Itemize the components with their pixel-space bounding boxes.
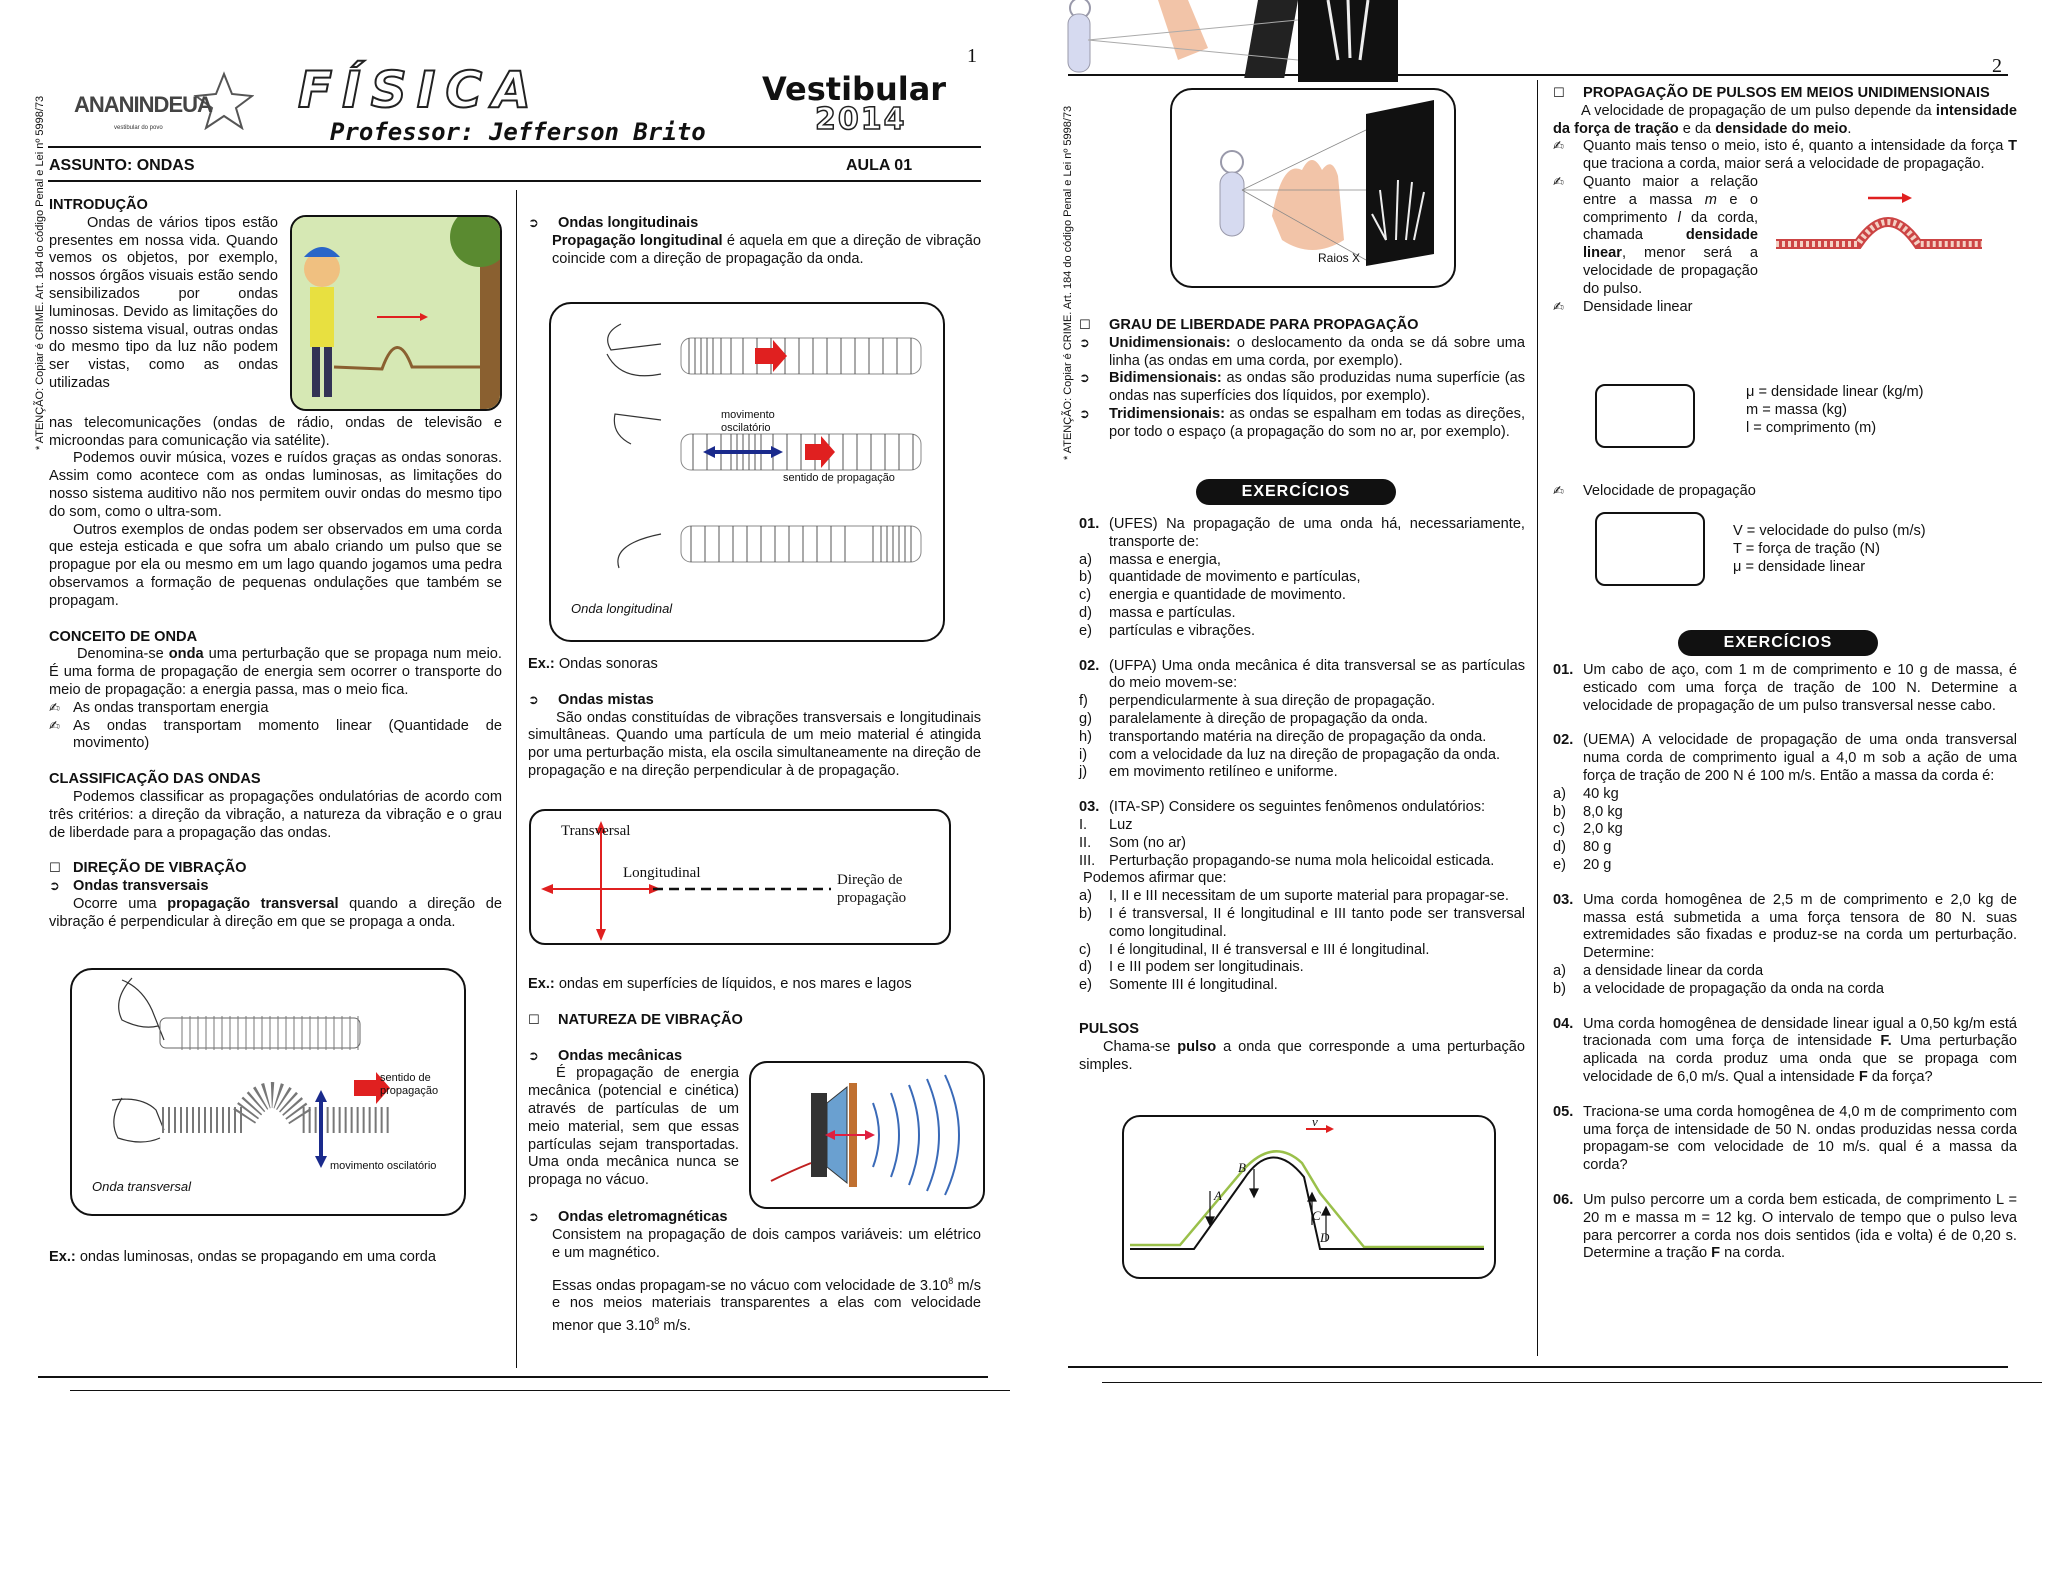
vestibular-label: Vestibular bbox=[762, 70, 947, 108]
propagacao-paragraph: A velocidade de propagação de um pulso depende da intensidade da força de tração e da densidade do meio. bbox=[1553, 102, 2017, 137]
intro-paragraph-1b: nas telecomunicações (ondas de rádio, ondas de televisão e microondas para comunicação via satélite). bbox=[49, 414, 502, 449]
question-3-afirmar: Podemos afirmar que: bbox=[1083, 870, 1227, 887]
eletro-paragraph: Consistem na propagação de dois campos variáveis: um elétrico e um magnético. bbox=[552, 1227, 981, 1261]
column-divider bbox=[1537, 80, 1538, 1356]
speaker-sound-waves-icon bbox=[751, 1063, 983, 1207]
intro-paragraph-2: Podemos ouvir música, vozes e ruídos graças as ondas sonoras. Assim como acontece com as ondas luminosas, as limitações do nosso sistema auditivo não nos permitem ouvir ondas do mesmo tipo do som, como o ultra-som. bbox=[49, 450, 502, 520]
legend-line: μ = densidade linear bbox=[1733, 558, 1866, 575]
fig-mix-direcao: Direção de propagação bbox=[837, 872, 907, 906]
longitudinais-title: ➲ Ondas longitudinais bbox=[528, 215, 699, 231]
conceito-paragraph: Denomina-se onda uma perturbação que se propaga num meio. É uma forma de propagação de energia sem ocorrer o transporte do meio de propagação: a energia passa, mas o meio fica. bbox=[49, 646, 502, 698]
figure-longitudinal-wave bbox=[549, 302, 945, 642]
option: b) 8,0 kg bbox=[1553, 803, 1623, 820]
option: e) partículas e vibrações. bbox=[1079, 622, 1256, 639]
grau-item: ➲ Tridimensionais: as ondas se espalham em todas as direções, por todo o espaço (a propagação do som no ar, por exemplo). bbox=[1079, 405, 1525, 440]
assunto: ASSUNTO: ONDAS bbox=[49, 157, 195, 174]
figure-pulse bbox=[1122, 1115, 1496, 1279]
option: c) energia e quantidade de movimento. bbox=[1079, 587, 1346, 604]
fig-mix-longitudinal: Longitudinal bbox=[623, 865, 701, 881]
option: h) transportando matéria na direção de propagação da onda. bbox=[1079, 728, 1487, 745]
pulse-label-b: B bbox=[1238, 1160, 1246, 1175]
eletro-paragraph-2: Essas ondas propagam-se no vácuo com velocidade de 3.10$^8$ m/s e nos meios materiais transparentes a elas com velocidade menor que 3.10$^8$ m/s. bbox=[552, 1275, 981, 1335]
option: b) a velocidade de propagação da onda na corda bbox=[1553, 980, 1885, 997]
fig-transv-caption: Onda transversal bbox=[92, 1179, 191, 1194]
figure-mixed-wave bbox=[529, 809, 951, 945]
option: a) massa e energia, bbox=[1079, 551, 1221, 568]
intro-title: INTRODUÇÃO bbox=[49, 197, 148, 213]
example-1: Ex.: ondas luminosas, ondas se propagando em uma corda bbox=[49, 1249, 436, 1265]
exercise-6: 06. Um pulso percorre um a corda bem esticada, de comprimento L = 20 m e massa m = 12 kg. O intervalo de tempo que o pulso leva para percorrer a corda nos dois sentidos (ida e volta) é de 0,20 s. Determine a tração F na corda. bbox=[1553, 1191, 2017, 1262]
option: b) quantidade de movimento e partículas, bbox=[1079, 569, 1361, 586]
propagacao-item: ✍ Quanto maior a relação entre a massa m e o comprimento l da corda, chamada densidade linear, menor será a velocidade de propagação do pulso. bbox=[1553, 173, 1759, 297]
formula-box-densidade bbox=[1595, 384, 1695, 448]
pulse-label-c: C bbox=[1312, 1208, 1321, 1223]
rope-pulse-icon bbox=[1768, 174, 1988, 264]
exercicios-banner: EXERCÍCIOS bbox=[1196, 479, 1396, 505]
legend-line: l = comprimento (m) bbox=[1746, 419, 1877, 436]
exercise-3: 03. Uma corda homogênea de 2,5 m de comprimento e 2,0 kg de massa está submetida a uma força tensora de 80 N. suas extremidades são fixadas e produz-se na corda um perturbação. Determine: bbox=[1553, 891, 2017, 962]
pulse-label-d: D bbox=[1320, 1230, 1330, 1245]
grau-item: ➲ Unidimensionais: o deslocamento da onda se dá sobre uma linha (as ondas em uma corda, por exemplo). bbox=[1079, 334, 1525, 369]
page-2 bbox=[1038, 0, 2048, 1582]
transversais-title: ➲ Ondas transversais bbox=[49, 878, 209, 895]
column-4 bbox=[1553, 85, 2017, 316]
figure-xray bbox=[1170, 88, 1456, 288]
exercise-list-2 bbox=[1553, 662, 2017, 1263]
professor: Professor: Jefferson Brito bbox=[330, 118, 706, 146]
question-2: 02. (UFPA) Uma onda mecânica é dita transversal se as partículas do meio movem-se: bbox=[1079, 657, 1525, 692]
xray-label: Raios X bbox=[1318, 251, 1361, 265]
fig-long-label-propagation: sentido de propagação bbox=[783, 472, 895, 484]
figure-speaker bbox=[749, 1061, 985, 1209]
option: i) com a velocidade da luz na direção de propagação da onda. bbox=[1079, 746, 1501, 763]
page-title: FÍSICA bbox=[298, 61, 541, 119]
velocidade-title: ✍ Velocidade de propagação bbox=[1553, 483, 1756, 499]
footer-rule-1 bbox=[1068, 1366, 2008, 1368]
longitudinais-paragraph: Propagação longitudinal é aquela em que a direção de vibração coincide com a direção de propagação da onda. bbox=[552, 232, 982, 267]
option: c) I é longitudinal, II é transversal e III é longitudinal. bbox=[1079, 941, 1430, 958]
pulse-label-a: A bbox=[1214, 1188, 1222, 1203]
option: d) massa e partículas. bbox=[1079, 604, 1236, 621]
legend-line: V = velocidade do pulso (m/s) bbox=[1733, 523, 1926, 539]
propagacao-item: ✍ Quanto mais tenso o meio, isto é, quanto a intensidade da força T que traciona a corda, maior será a velocidade de propagação. bbox=[1553, 138, 2017, 173]
example-2: Ex.: Ondas sonoras bbox=[528, 656, 658, 672]
option: g) paralelamente à direção de propagação da onda. bbox=[1079, 710, 1428, 727]
subheader-rule bbox=[48, 180, 981, 182]
grau-title: ☐ GRAU DE LIBERDADE PARA PROPAGAÇÃO bbox=[1079, 317, 1419, 333]
conceito-item: ✍ As ondas transportam energia bbox=[49, 699, 269, 716]
exercise-5: 05. Traciona-se uma corda homogênea de 4,0 m de comprimento com uma força de intensidade de 50 N. ondas produzidas nessa corda propagam-se com velocidade de 10 m/s. qual é a massa da corda? bbox=[1553, 1103, 2017, 1174]
logo-subtext: vestibular do povo bbox=[114, 125, 163, 131]
mecanicas-paragraph: É propagação de energia mecânica (potencial e cinética) através de partículas de um meio material, sem que essas partículas sejam transportadas. Uma onda mecânica nunca se propaga no vácuo. bbox=[528, 1065, 739, 1189]
fig-transv-label-oscillation: movimento oscilatório bbox=[330, 1160, 437, 1172]
fig-mix-transversal: Transversal bbox=[561, 823, 631, 839]
option: a) I, II e III necessitam de um suporte material para propagar-se. bbox=[1079, 888, 1509, 905]
example-3: Ex.: ondas em superfícies de líquidos, e nos mares e lagos bbox=[528, 976, 912, 992]
mistas-title: ➲ Ondas mistas bbox=[528, 691, 654, 708]
xray-hand-top-icon bbox=[1058, 0, 1418, 82]
natureza-title: ☐ NATUREZA DE VIBRAÇÃO bbox=[528, 1011, 743, 1028]
column-2-lower bbox=[528, 656, 981, 781]
option: d) 80 g bbox=[1553, 839, 1612, 856]
intro-paragraph-3: Outros exemplos de ondas podem ser observados em uma corda que esteja esticada e que sofra um abalo criando um pulso que se propague por ela ou mesmo em um lago quando jogamos uma pedra observamos a formação de pequenas ondulações que também se propagam. bbox=[49, 521, 502, 609]
year-label: 2014 bbox=[815, 102, 907, 137]
fig-long-caption: Onda longitudinal bbox=[571, 601, 673, 616]
figure-rope-pulse bbox=[1768, 174, 1988, 264]
transversais-paragraph: Ocorre uma propagação transversal quando a direção de vibração é perpendicular à direção em que se propaga a onda. bbox=[49, 895, 502, 930]
densidade-title: ✍ Densidade linear bbox=[1553, 298, 1693, 315]
option: j) em movimento retilíneo e uniforme. bbox=[1079, 764, 1338, 781]
side-note: * ATENÇÃO: Copiar é CRIME. Art. 184 do código Penal e Lei nº 5998/73 bbox=[34, 95, 46, 450]
pulsos-title: PULSOS bbox=[1079, 1020, 1140, 1037]
legend-line: m = massa (kg) bbox=[1746, 401, 1847, 418]
side-note: * ATENÇÃO: Copiar é CRIME. Art. 184 do código Penal e Lei nº 5998/73 bbox=[1062, 105, 1074, 460]
exercise-2: 02. (UEMA) A velocidade de propagação de uma onda transversal numa corda de comprimento igual a 4,0 m sob a ação de uma força de tração de 200 N é 100 m/s. Então a massa da corda é: bbox=[1553, 732, 2017, 784]
fig-transv-label-propagation: sentido de propagação bbox=[380, 1072, 439, 1097]
exercise-4: 04. Uma corda homogênea de densidade linear igual a 0,50 kg/m está tracionada com uma força de intensidade F. Uma perturbação aplicada na corda produz uma onda que se propaga com velocidade de 6,0 m/s. Qual a intensidade F da força? bbox=[1553, 1015, 2017, 1085]
option: e) 20 g bbox=[1553, 856, 1612, 873]
direcao-title: ☐ DIREÇÃO DE VIBRAÇÃO bbox=[49, 860, 247, 877]
roman-item: III. Perturbação propagando-se numa mola helicoidal esticada. bbox=[1079, 852, 1495, 869]
option: c) 2,0 kg bbox=[1553, 821, 1623, 838]
question-3: 03. (ITA-SP) Considere os seguintes fenômenos ondulatórios: bbox=[1079, 799, 1486, 816]
exercicios-banner: EXERCÍCIOS bbox=[1678, 630, 1878, 656]
xray-hand-illustration-icon bbox=[1172, 90, 1454, 286]
column-2 bbox=[528, 215, 981, 268]
option: e) Somente III é longitudinal. bbox=[1079, 977, 1278, 994]
logo bbox=[74, 70, 254, 130]
grau-item: ➲ Bidimensionais: as ondas são produzidas numa superfície (as ondas nas superfícies dos líquidos, por exemplo). bbox=[1079, 370, 1525, 405]
footer-rule-1 bbox=[38, 1376, 988, 1378]
classificacao-title: CLASSIFICAÇÃO DAS ONDAS bbox=[49, 771, 261, 788]
option: b) I é transversal, II é longitudinal e III tanto pode ser transversal como longitudinal. bbox=[1079, 905, 1525, 940]
page-1 bbox=[0, 0, 1010, 1582]
pulsos-paragraph: Chama-se pulso a onda que corresponde a uma perturbação simples. bbox=[1079, 1038, 1525, 1073]
aula: AULA 01 bbox=[846, 157, 913, 174]
intro-illustration bbox=[290, 215, 502, 411]
logo-text: ANANINDEUA bbox=[74, 92, 212, 117]
xray-fragment bbox=[1058, 0, 1418, 82]
column-divider bbox=[516, 190, 517, 1368]
column-1 bbox=[49, 197, 502, 932]
mecanicas-title: ➲ Ondas mecânicas bbox=[528, 1047, 683, 1064]
propagacao-title: ☐ PROPAGAÇÃO DE PULSOS EM MEIOS UNIDIMENSIONAIS bbox=[1553, 85, 1990, 101]
conceito-item: ✍ As ondas transportam momento linear (Quantidade de movimento) bbox=[49, 717, 502, 752]
header-rule bbox=[48, 146, 981, 148]
rope-pulse-illustration-icon bbox=[292, 217, 500, 409]
conceito-title: CONCEITO DE ONDA bbox=[49, 628, 198, 645]
option: a) a densidade linear da corda bbox=[1553, 962, 1764, 979]
question-1: 01. (UFES) Na propagação de uma onda há, necessariamente, transporte de: bbox=[1079, 516, 1525, 550]
page-number: 1 bbox=[967, 45, 977, 67]
fig-long-label-oscillation: movimento oscilatório bbox=[721, 409, 775, 434]
formula-box-velocidade bbox=[1595, 512, 1705, 586]
densidade-legend bbox=[1746, 384, 1924, 437]
legend-line: T = força de tração (N) bbox=[1733, 540, 1880, 557]
roman-item: I. Luz bbox=[1079, 816, 1133, 833]
pulse-v-label: v bbox=[1312, 1114, 1318, 1129]
pulse-profile-icon bbox=[1124, 1117, 1494, 1277]
exercise-list-1 bbox=[1079, 516, 1525, 1074]
intro-paragraph-1: Ondas de vários tipos estão presentes em nossa vida. Quando vemos os objetos, por exemplo, nossos órgãos visuais estão sendo sensibilizados por ondas luminosas. Devido as limitações do nosso sistema visual, outras ondas do mesmo tipo da luz não podem ser vistas, como as ondas utilizadas bbox=[49, 214, 278, 391]
option: f) perpendicularmente à sua direção de propagação. bbox=[1079, 693, 1436, 710]
column-2-bottom bbox=[528, 976, 981, 1336]
legend-line: μ = densidade linear (kg/m) bbox=[1746, 384, 1924, 400]
footer-rule-2 bbox=[70, 1390, 1010, 1391]
option: d) I e III podem ser longitudinais. bbox=[1079, 959, 1304, 976]
column-3 bbox=[1079, 317, 1525, 442]
footer-rule-2 bbox=[1102, 1382, 2042, 1383]
velocidade-legend bbox=[1733, 523, 1926, 576]
option: a) 40 kg bbox=[1553, 785, 1619, 802]
eletromagneticas-title: ➲ Ondas eletromagnéticas bbox=[528, 1209, 728, 1226]
figure-transverse-wave bbox=[70, 968, 466, 1216]
page-number: 2 bbox=[1992, 55, 2002, 77]
mistas-paragraph: São ondas constituídas de vibrações transversais e longitudinais simultâneas. Quando uma partícula de um meio material é atingida por uma perturbação mista, ela oscila simultaneamente na direção de propagação e na direção perpendicular à de propagação. bbox=[528, 709, 981, 779]
roman-item: II. Som (no ar) bbox=[1079, 834, 1187, 851]
classificacao-paragraph: Podemos classificar as propagações ondulatórias de acordo com três critérios: a direção da vibração, a natureza da vibração e o grau de liberdade para a propagação das ondas. bbox=[49, 788, 502, 841]
exercise-1: 01. Um cabo de aço, com 1 m de comprimento e 10 g de massa, é esticado com uma força de tração de 100 N. Determine a velocidade de propagação de um pulso transversal nesse cabo. bbox=[1553, 662, 2017, 714]
